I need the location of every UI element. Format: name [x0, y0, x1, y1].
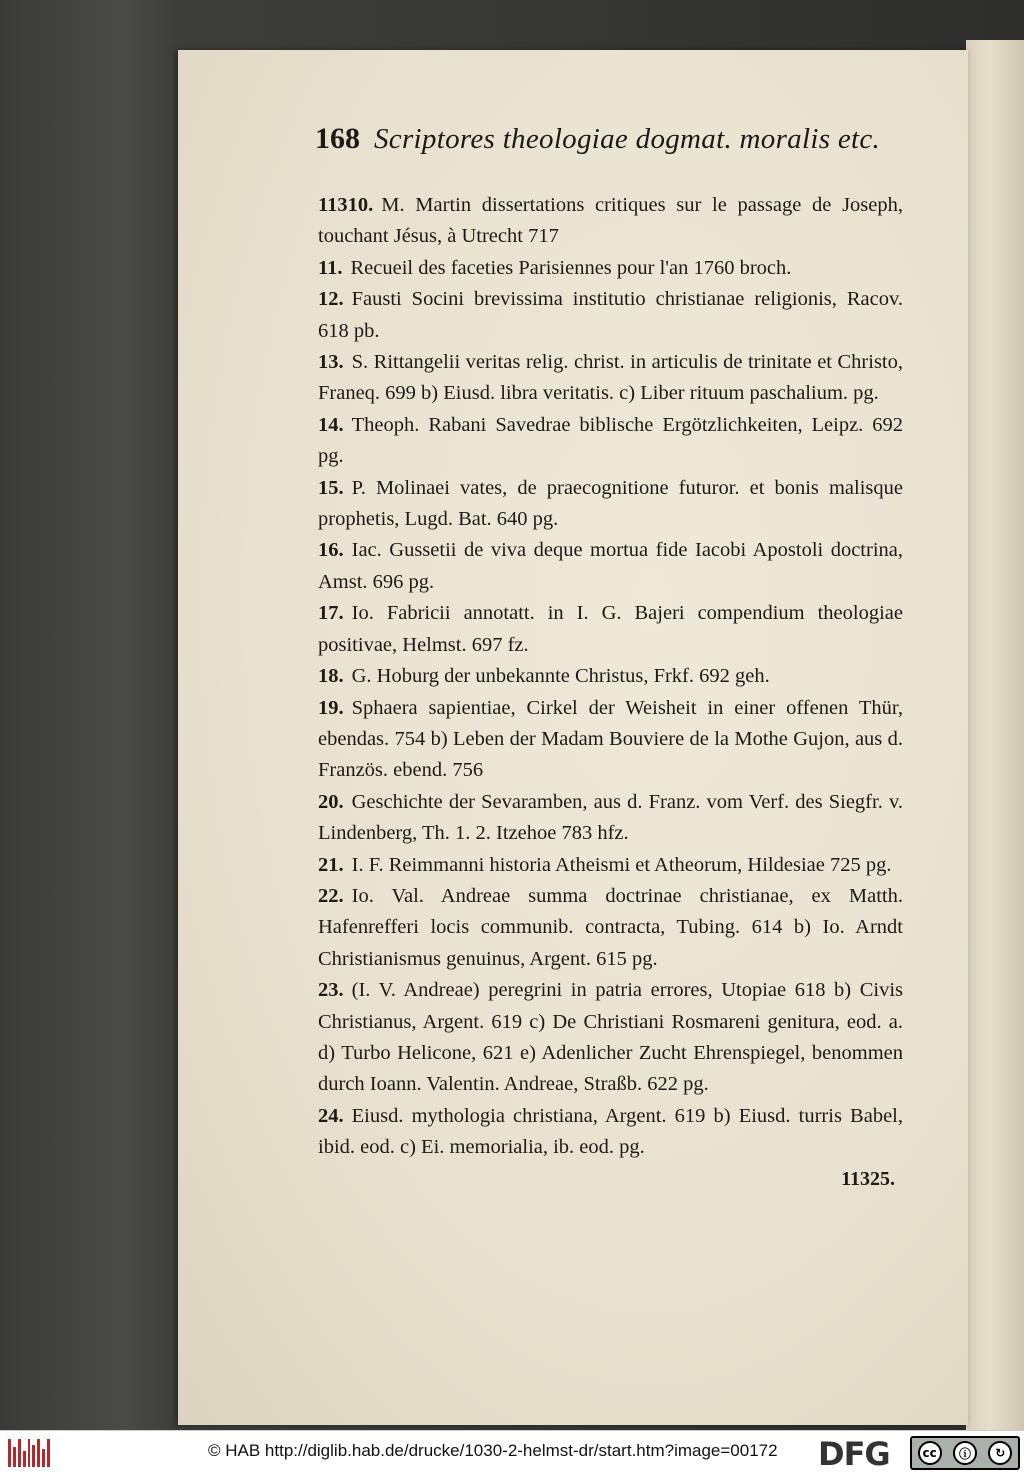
entry-text: (I. V. Andreae) peregrini in patria errores, Utopiae 618 b) Civis Christianus, Argent. 619 c) De Christiani Rosmareni genitura, eod. a. d) Turbo Helicone, 621 e) Adenlicher Zucht Ehrenspiegel, benommen durch Ioann. Valentin. Andreae, Straßb. 622 pg.: [318, 979, 903, 1096]
page-header: [315, 122, 905, 166]
entry-number: 14.: [318, 413, 344, 436]
catalog-entry: [318, 661, 903, 692]
catalog-entry: [318, 473, 903, 536]
catalog-entry: [318, 787, 903, 850]
catalog-entry: [318, 410, 903, 473]
catalog-entry: [318, 1101, 903, 1164]
page-number: 168: [315, 122, 360, 155]
catalog-text: [318, 190, 903, 1195]
catalog-entry: [318, 284, 903, 347]
entry-text: Fausti Socini brevissima institutio christianae religionis, Racov. 618 pb.: [318, 288, 903, 342]
entry-number: 23.: [318, 979, 344, 1002]
entry-text: P. Molinaei vates, de praecognitione futuror. et bonis malisque prophetis, Lugd. Bat. 640 pg.: [318, 476, 903, 531]
entry-number: 11.: [318, 256, 343, 279]
entry-text: Geschichte der Sevaramben, aus d. Franz. vom Verf. des Siegfr. v. Lindenberg, Th. 1. 2. Itzehoe 783 hfz.: [318, 790, 903, 845]
citation-link[interactable]: © HAB http://diglib.hab.de/drucke/1030-2-helmst-dr/start.htm?image=00172: [208, 1441, 778, 1460]
catalog-entry: [318, 535, 903, 598]
cc-icon: cc: [918, 1441, 942, 1465]
by-icon: ⓘ: [953, 1441, 977, 1465]
entry-number: 24.: [318, 1104, 344, 1127]
entry-number: 20.: [318, 790, 344, 813]
entry-number: 12.: [318, 288, 344, 311]
catalog-entry: [318, 881, 903, 975]
entry-text: Io. Fabricii annotatt. in I. G. Bajeri compendium theologiae positivae, Helmst. 697 fz.: [318, 602, 903, 656]
entry-number: 13.: [318, 351, 344, 374]
entry-number: 17.: [318, 602, 344, 625]
catchword: 11325.: [841, 1167, 895, 1190]
entry-number: 11310.: [318, 194, 374, 216]
cc-license-badge[interactable]: [910, 1436, 1020, 1470]
entry-number: 18.: [318, 665, 344, 688]
entry-text: S. Rittangelii veritas relig. christ. in articulis de trinitate et Christo, Franeq. 699 b) Eiusd. libra veritatis. c) Liber rituum paschalium. pg.: [318, 351, 903, 405]
catalog-entry: [318, 975, 903, 1101]
viewer-footer: [0, 1430, 1024, 1474]
catalog-entry: [318, 850, 903, 881]
entry-text: M. Martin dissertations critiques sur le passage de Joseph, touchant Jésus, à Utrecht 717: [318, 194, 903, 248]
catalog-entry: [318, 347, 903, 410]
catalog-entry: [318, 693, 903, 787]
entry-text: Iac. Gussetii de viva deque mortua fide Iacobi Apostoli doctrina, Amst. 696 pg.: [318, 539, 903, 593]
entry-number: 22.: [318, 884, 344, 907]
entry-text: Recueil des faceties Parisiennes pour l'an 1760 broch.: [350, 256, 792, 279]
entry-text: Theoph. Rabani Savedrae biblische Ergötzlichkeiten, Leipz. 692 pg.: [318, 413, 903, 468]
catalog-entry: [318, 190, 903, 253]
entry-number: 19.: [318, 696, 344, 719]
next-page-edge: [966, 40, 1024, 1430]
entry-text: Sphaera sapientiae, Cirkel der Weisheit in einer offenen Thür, ebendas. 754 b) Leben der Madam Bouviere de la Mothe Gujon, aus d. Französ. ebend. 756: [318, 696, 903, 782]
entry-number: 21.: [318, 853, 344, 876]
running-title: Scriptores theologiae dogmat. moralis etc.: [374, 123, 881, 155]
catalog-entry: [318, 253, 903, 284]
catalog-entry: [318, 598, 903, 661]
dfg-logo: DFG: [818, 1435, 890, 1473]
sa-icon: ↻: [988, 1441, 1012, 1465]
entry-text: Io. Val. Andreae summa doctrinae christianae, ex Matth. Hafenrefferi locis communib. contracta, Tubing. 614 b) Io. Arndt Christianismus genuinus, Argent. 615 pg.: [318, 884, 903, 970]
hab-logo-icon: [8, 1439, 50, 1467]
entry-number: 15.: [318, 476, 344, 499]
entry-text: I. F. Reimmanni historia Atheismi et Atheorum, Hildesiae 725 pg.: [351, 853, 892, 876]
entry-text: G. Hoburg der unbekannte Christus, Frkf. 692 geh.: [351, 665, 770, 688]
entry-text: Eiusd. mythologia christiana, Argent. 619 b) Eiusd. turris Babel, ibid. eod. c) Ei. memorialia, ib. eod. pg.: [318, 1104, 903, 1159]
entry-number: 16.: [318, 539, 344, 562]
